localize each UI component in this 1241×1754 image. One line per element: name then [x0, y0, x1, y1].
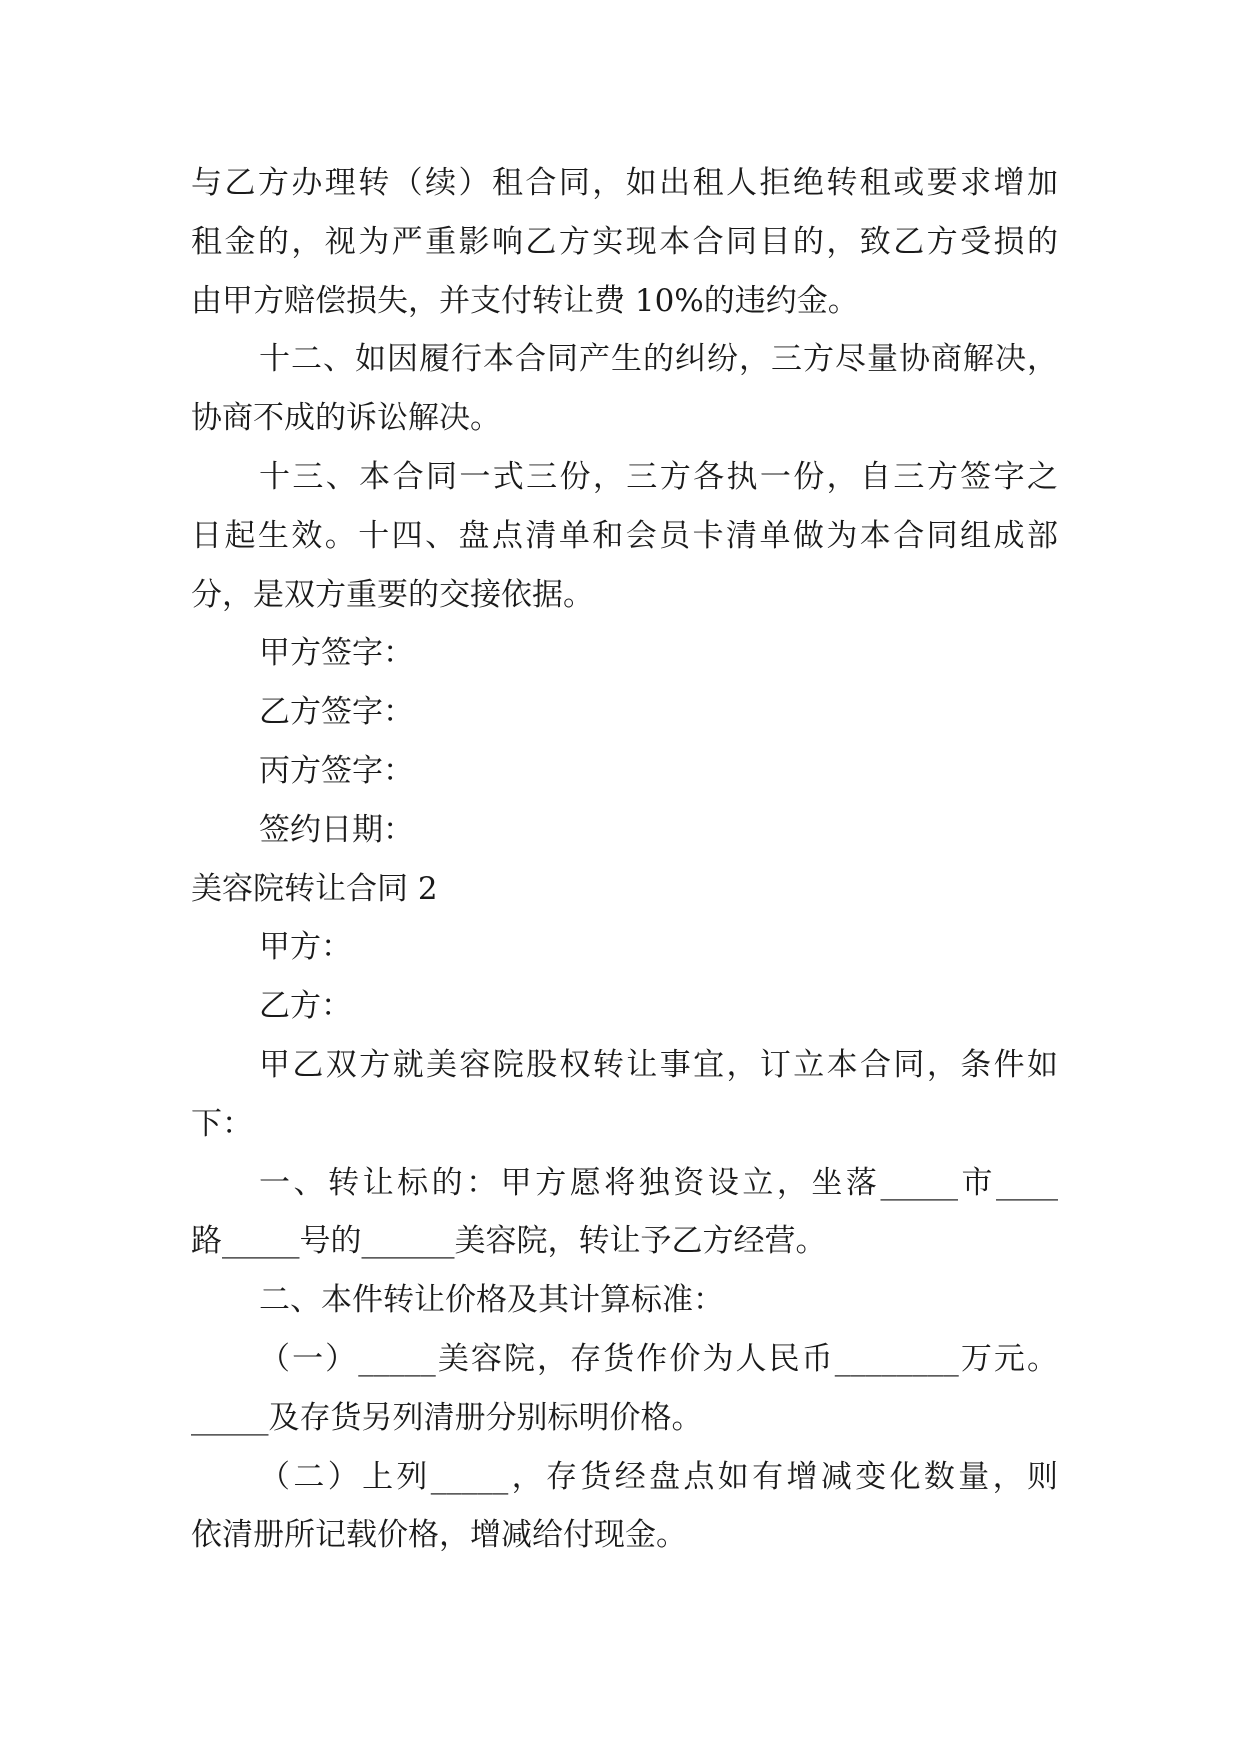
clause-12-line-2: 协商不成的诉讼解决。 [191, 400, 501, 437]
clause-13-line-2: 日起生效。十四、盘点清单和会员卡清单做为本合同组成部 [191, 517, 1058, 554]
clause-12-line-1: 十二、如因履行本合同产生的纠纷，三方尽量协商解决， [259, 341, 1058, 378]
clause-1-line-1: 一、转让标的：甲方愿将独资设立，坐落_____市____ [259, 1164, 1058, 1201]
clause-2-item-2-line-2: 依清册所记载价格，增减给付现金。 [191, 1517, 687, 1554]
clause-2-item-2-line-1: （二）上列_____，存货经盘点如有增减变化数量，则 [259, 1458, 1058, 1495]
clause-11-line-2: 租金的，视为严重影响乙方实现本合同目的，致乙方受损的 [191, 223, 1058, 260]
clause-1-line-2: 路_____号的______美容院，转让予乙方经营。 [191, 1223, 827, 1260]
clause-2-item-1-line-1: （一）_____美容院，存货作价为人民币________万元。 [259, 1340, 1058, 1377]
document-body [191, 154, 1058, 1565]
clause-2-heading: 二、本件转让价格及其计算标准： [259, 1282, 724, 1319]
clause-11-line-1: 与乙方办理转（续）租合同，如出租人拒绝转租或要求增加 [191, 165, 1058, 201]
party-c-signature-label: 丙方签字： [259, 752, 414, 789]
contract-title: 美容院转让合同 2 [191, 870, 438, 907]
party-a-signature-label: 甲方签字： [259, 635, 414, 672]
preamble-line-2: 下： [191, 1105, 253, 1142]
clause-11-line-3: 由甲方赔偿损失，并支付转让费 10%的违约金。 [191, 282, 859, 319]
clause-2-item-1-line-2: _____及存货另列清册分别标明价格。 [191, 1399, 703, 1436]
party-b-signature-label: 乙方签字： [259, 694, 414, 731]
party-a-label: 甲方： [259, 929, 352, 966]
clause-13-line-1: 十三、本合同一式三份，三方各执一份，自三方签字之 [259, 458, 1058, 495]
signing-date-label: 签约日期： [259, 811, 414, 848]
party-b-label: 乙方： [259, 988, 352, 1025]
clause-13-line-3: 分，是双方重要的交接依据。 [191, 576, 594, 613]
preamble-line-1: 甲乙双方就美容院股权转让事宜，订立本合同，条件如 [259, 1046, 1058, 1083]
